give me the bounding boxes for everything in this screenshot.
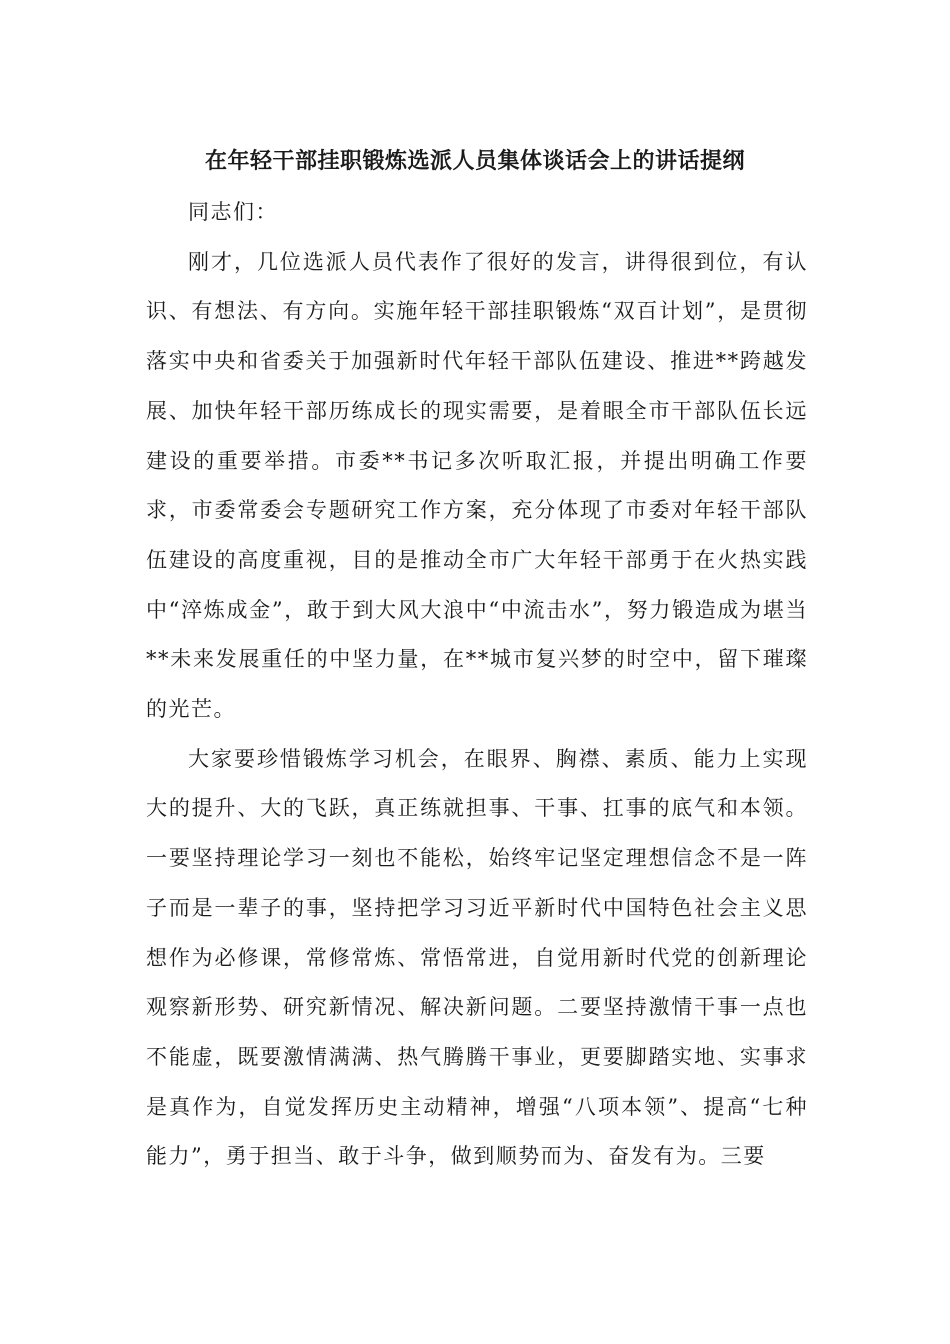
document-body	[146, 188, 808, 1182]
paragraph-2: 大家要珍惜锻炼学习机会，在眼界、胸襟、素质、能力上实现大的提升、大的飞跃，真正练就担事、干事、扛事的底气和本领。一要坚持理论学习一刻也不能松，始终牢记坚定理想信念不是一阵子而是一辈子的事，坚持把学习习近平新时代中国特色社会主义思想作为必修课，常修常炼、常悟常进，自觉用新时代党的创新理论观察新形势、研究新情况、解决新问题。二要坚持激情干事一点也不能虚，既要激情满满、热气腾腾干事业，更要脚踏实地、实事求是真作为，自觉发挥历史主动精神，增强“八项本领”、提高“七种能力”，勇于担当、敢于斗争，做到顺势而为、奋发有为。三要	[146, 746, 808, 1169]
paragraph-1: 刚才，几位选派人员代表作了很好的发言，讲得很到位，有认识、有想法、有方向。实施年轻干部挂职锻炼“双百计划”，是贯彻落实中央和省委关于加强新时代年轻干部队伍建设、推进**跨越发展、加快年轻干部历练成长的现实需要，是着眼全市干部队伍长远建设的重要举措。市委**书记多次听取汇报，并提出明确工作要求，市委常委会专题研究工作方案，充分体现了市委对年轻干部队伍建设的高度重视，目的是推动全市广大年轻干部勇于在火热实践中“淬炼成金”，敢于到大风大浪中“中流击水”，努力锻造成为堪当**未来发展重任的中坚力量，在**城市复兴梦的时空中，留下璀璨的光芒。	[146, 249, 808, 722]
document-title: 在年轻干部挂职锻炼选派人员集体谈话会上的讲话提纲	[204, 149, 745, 174]
salutation: 同志们：	[188, 200, 278, 224]
